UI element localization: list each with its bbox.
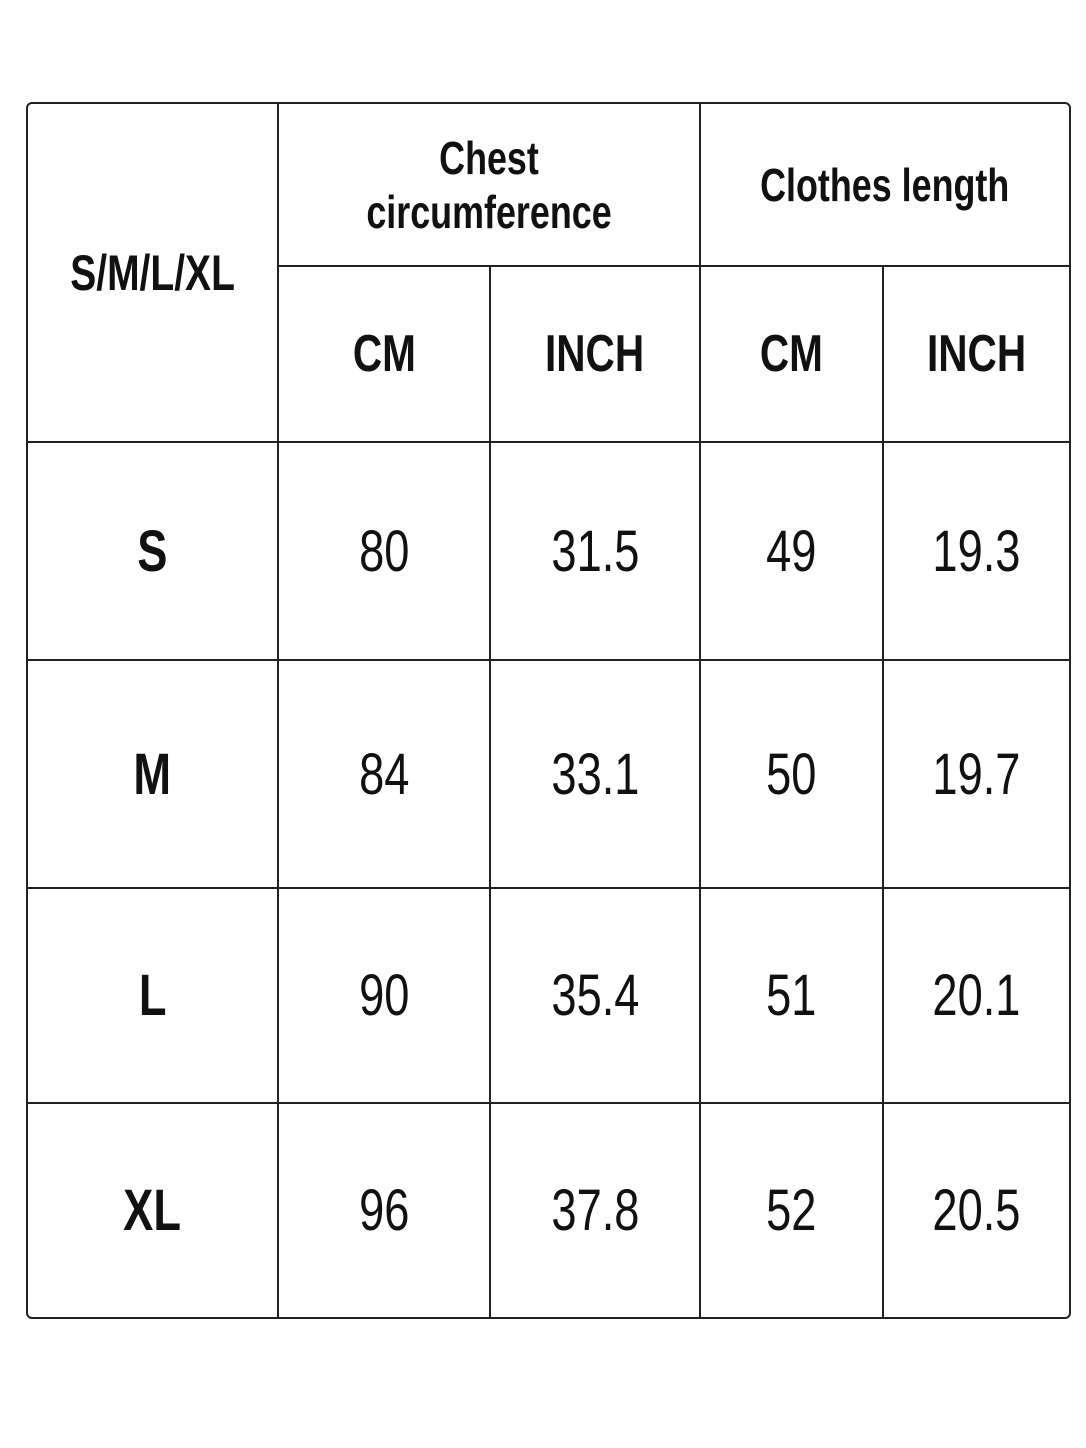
chest-cm-cell — [279, 1104, 491, 1317]
clothes-length-header — [701, 104, 1069, 267]
value-text: 37.8 — [550, 1178, 640, 1243]
size-label: S — [137, 518, 168, 584]
unit-label: CM — [759, 325, 824, 383]
size-label: XL — [123, 1178, 182, 1243]
length-cm-header — [701, 267, 884, 443]
clothes-length-label: Clothes length — [760, 158, 1010, 211]
value-text: 20.5 — [932, 1178, 1021, 1243]
value-text: 80 — [358, 518, 410, 584]
size-cell — [28, 1104, 279, 1317]
value-text: 49 — [766, 518, 817, 584]
length-cm-cell — [701, 443, 884, 661]
chest-cm-cell — [279, 889, 491, 1104]
unit-label: INCH — [545, 325, 645, 383]
chest-inch-cell — [491, 889, 701, 1104]
value-text: 33.1 — [550, 741, 640, 807]
chest-circumference-label: Chest circumference — [366, 131, 612, 238]
length-inch-cell — [884, 889, 1069, 1104]
chest-cm-header — [279, 267, 491, 443]
chest-inch-cell — [491, 1104, 701, 1317]
unit-label: CM — [352, 325, 416, 383]
length-inch-cell — [884, 661, 1069, 889]
size-column-header — [28, 104, 279, 443]
length-inch-header — [884, 267, 1069, 443]
size-column-header-label: S/M/L/XL — [70, 244, 235, 301]
chest-circumference-header — [279, 104, 701, 267]
value-text: 51 — [766, 963, 817, 1028]
size-cell — [28, 661, 279, 889]
value-text: 96 — [358, 1178, 410, 1243]
size-cell — [28, 443, 279, 661]
size-chart-table — [26, 102, 1071, 1319]
chest-cm-cell — [279, 443, 491, 661]
chest-inch-cell — [491, 443, 701, 661]
size-label: M — [133, 741, 172, 807]
value-text: 19.3 — [932, 518, 1021, 584]
value-text: 20.1 — [932, 963, 1021, 1028]
size-label: L — [138, 963, 167, 1028]
chest-inch-header — [491, 267, 701, 443]
length-inch-cell — [884, 443, 1069, 661]
length-inch-cell — [884, 1104, 1069, 1317]
value-text: 19.7 — [932, 741, 1021, 807]
chest-inch-cell — [491, 661, 701, 889]
value-text: 90 — [358, 963, 410, 1028]
value-text: 52 — [766, 1178, 817, 1243]
value-text: 50 — [766, 741, 817, 807]
value-text: 84 — [358, 741, 410, 807]
length-cm-cell — [701, 1104, 884, 1317]
length-cm-cell — [701, 889, 884, 1104]
chest-cm-cell — [279, 661, 491, 889]
unit-label: INCH — [926, 325, 1027, 383]
value-text: 31.5 — [550, 518, 640, 584]
value-text: 35.4 — [550, 963, 640, 1028]
size-cell — [28, 889, 279, 1104]
length-cm-cell — [701, 661, 884, 889]
